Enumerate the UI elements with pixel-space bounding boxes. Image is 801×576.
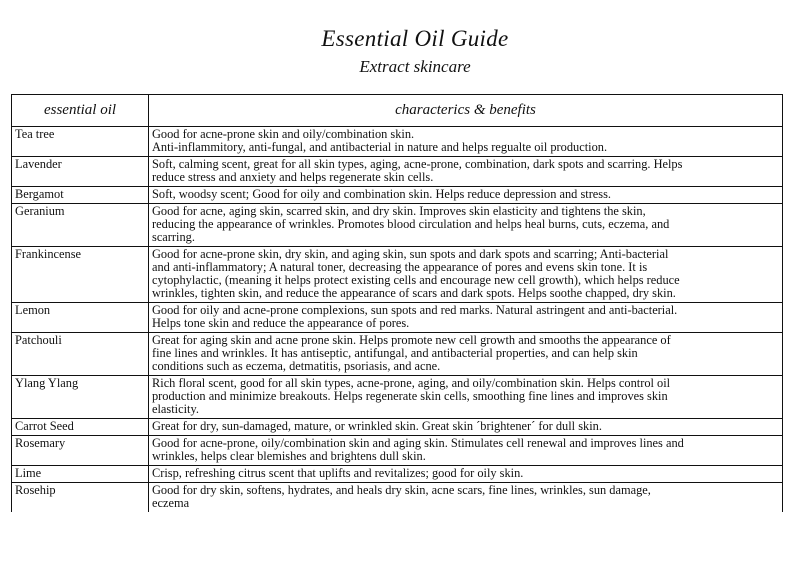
oil-name-cell: Tea tree — [12, 127, 149, 157]
table-row — [12, 157, 783, 187]
table-row — [12, 333, 783, 376]
benefits-line: Great for aging skin and acne prone skin. Helps promote new cell growth and smooths the appearance of — [152, 333, 671, 347]
oil-name-cell: Geranium — [12, 204, 149, 247]
benefits-line: Soft, woodsy scent; Good for oily and combination skin. Helps reduce depression and stress. — [152, 187, 612, 201]
benefits-line: Anti-inflammitory, anti-fungal, and antibacterial in nature and helps regualte oil production. — [152, 140, 608, 154]
table-row — [12, 436, 783, 466]
benefits-cell — [149, 333, 783, 376]
benefits-cell — [149, 204, 783, 247]
benefits-line: cytophylactic, (meaning it helps protect existing cells and encourage new cell growth), which helps reduce — [152, 273, 680, 287]
table-row — [12, 419, 783, 436]
table-row — [12, 303, 783, 333]
benefits-line: and anti-inflammatory; A natural toner, decreasing the appearance of pores and evens skin tone. It is — [152, 260, 648, 274]
oil-name-cell: Lemon — [12, 303, 149, 333]
benefits-cell — [149, 376, 783, 419]
document-title: Essential Oil Guide — [321, 26, 509, 51]
benefits-line: Rich floral scent, good for all skin types, acne-prone, aging, and oily/combination skin. Helps control oil — [152, 376, 671, 390]
table-row — [12, 483, 783, 513]
benefits-line: production and minimize breakouts. Helps regenerate skin cells, smoothing fine lines and improves skin — [152, 389, 668, 403]
table-row — [12, 247, 783, 303]
benefits-line: Good for acne-prone, oily/combination skin and aging skin. Stimulates cell renewal and improves lines and — [152, 436, 684, 450]
oil-name-cell: Ylang Ylang — [12, 376, 149, 419]
benefits-line: wrinkles, tighten skin, and reduce the appearance of scars and dark spots. Helps soothe chapped, dry skin. — [152, 286, 676, 300]
benefits-line: Helps tone skin and reduce the appearance of pores. — [152, 316, 410, 330]
benefits-line: scarring. — [152, 230, 195, 244]
table-row — [12, 376, 783, 419]
essential-oil-table — [11, 94, 783, 512]
benefits-line: Crisp, refreshing citrus scent that uplifts and revitalizes; good for oily skin. — [152, 466, 524, 480]
header-characteristics-benefits: characterics & benefits — [149, 95, 783, 127]
oil-name-cell: Rosehip — [12, 483, 149, 513]
oil-name-cell: Carrot Seed — [12, 419, 149, 436]
oil-name-cell: Lime — [12, 466, 149, 483]
benefits-line: Soft, calming scent, great for all skin types, aging, acne-prone, combination, dark spots and scarring. Helps — [152, 157, 683, 171]
benefits-line: fine lines and wrinkles. It has antiseptic, antifungal, and antibacterial properties, and can help skin — [152, 346, 638, 360]
document-subtitle: Extract skincare — [359, 57, 471, 76]
benefits-line: conditions such as eczema, detmatitis, psoriasis, and acne. — [152, 359, 441, 373]
oil-name-cell: Frankincense — [12, 247, 149, 303]
benefits-line: wrinkles, helps clear blemishes and brightens dull skin. — [152, 449, 426, 463]
benefits-line: reducing the appearance of wrinkles. Promotes blood circulation and helps heal burns, cuts, eczema, and — [152, 217, 670, 231]
benefits-line: reduce stress and anxiety and helps regenerate skin cells. — [152, 170, 434, 184]
table-row — [12, 204, 783, 247]
header-essential-oil: essential oil — [12, 95, 149, 127]
oil-name-cell: Rosemary — [12, 436, 149, 466]
table-header-row — [12, 95, 783, 127]
benefits-line: Good for dry skin, softens, hydrates, and heals dry skin, acne scars, fine lines, wrinkles, sun damage, — [152, 483, 651, 497]
benefits-line: Good for acne-prone skin and oily/combination skin. — [152, 127, 415, 141]
benefits-cell — [149, 157, 783, 187]
benefits-line: Good for acne-prone skin, dry skin, and aging skin, sun spots and dark spots and scarring; Anti-bacterial — [152, 247, 669, 261]
table-row — [12, 187, 783, 204]
benefits-cell — [149, 436, 783, 466]
benefits-cell — [149, 247, 783, 303]
benefits-cell — [149, 187, 783, 204]
benefits-cell — [149, 127, 783, 157]
table-row — [12, 466, 783, 483]
benefits-line: eczema — [152, 496, 190, 510]
benefits-cell — [149, 303, 783, 333]
benefits-line: Great for dry, sun-damaged, mature, or wrinkled skin. Great skin ´brightener´ for dull skin. — [152, 419, 602, 433]
benefits-cell — [149, 419, 783, 436]
benefits-line: elasticity. — [152, 402, 199, 416]
table-row — [12, 127, 783, 157]
benefits-cell — [149, 483, 783, 513]
benefits-line: Good for acne, aging skin, scarred skin, and dry skin. Improves skin elasticity and tightens the skin, — [152, 204, 646, 218]
oil-name-cell: Patchouli — [12, 333, 149, 376]
oil-name-cell: Lavender — [12, 157, 149, 187]
benefits-cell — [149, 466, 783, 483]
oil-name-cell: Bergamot — [12, 187, 149, 204]
benefits-line: Good for oily and acne-prone complexions, sun spots and red marks. Natural astringent and anti-bacterial. — [152, 303, 678, 317]
